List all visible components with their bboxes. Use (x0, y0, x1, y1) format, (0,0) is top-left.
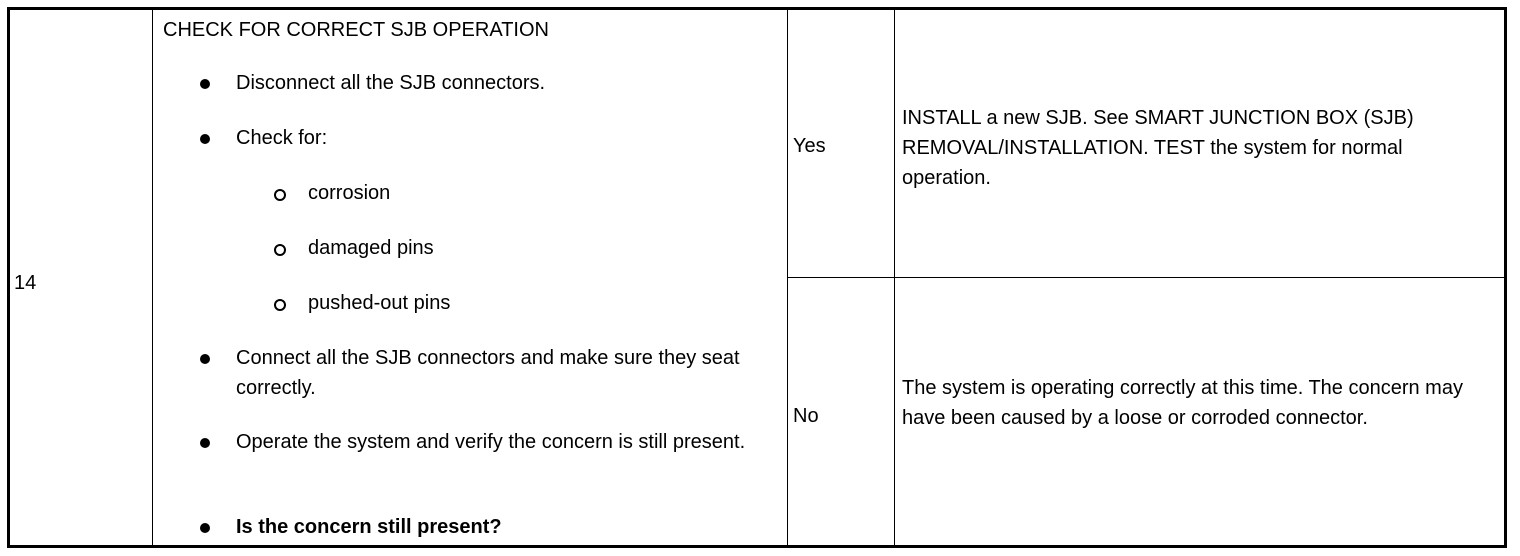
action-bullet: Disconnect all the SJB connectors. (200, 68, 760, 98)
circle-bullet-icon (274, 244, 286, 256)
answer-yes: Yes (793, 135, 826, 157)
action-question: Is the concern still present? (200, 512, 760, 542)
action-bullet: Operate the system and verify the concern is still present. (200, 427, 760, 457)
action-bullet: Connect all the SJB connectors and make sure they seat correctly. (200, 343, 760, 403)
bullet-dot-icon (200, 354, 210, 364)
bullet-dot-icon (200, 79, 210, 89)
diagnostic-step-table (7, 7, 1507, 548)
check-item: corrosion (274, 178, 390, 208)
check-item: damaged pins (274, 233, 434, 263)
step-number: 14 (14, 272, 37, 294)
bullet-dot-icon (200, 134, 210, 144)
circle-bullet-icon (274, 299, 286, 311)
action-bullet: Check for: (200, 123, 760, 153)
result-no: The system is operating correctly at this time. The concern may have been caused by a loose or corroded connector. (902, 377, 1463, 429)
bullet-dot-icon (200, 438, 210, 448)
column-divider-step (152, 10, 153, 545)
check-item: pushed-out pins (274, 288, 450, 318)
row-divider-outcomes (787, 277, 1504, 278)
action-title: CHECK FOR CORRECT SJB OPERATION (163, 19, 549, 41)
result-yes: INSTALL a new SJB. See SMART JUNCTION BOX (SJB) REMOVAL/INSTALLATION. TEST the system for normal operation. (902, 107, 1414, 189)
bullet-dot-icon (200, 523, 210, 533)
circle-bullet-icon (274, 189, 286, 201)
answer-no: No (793, 405, 819, 427)
